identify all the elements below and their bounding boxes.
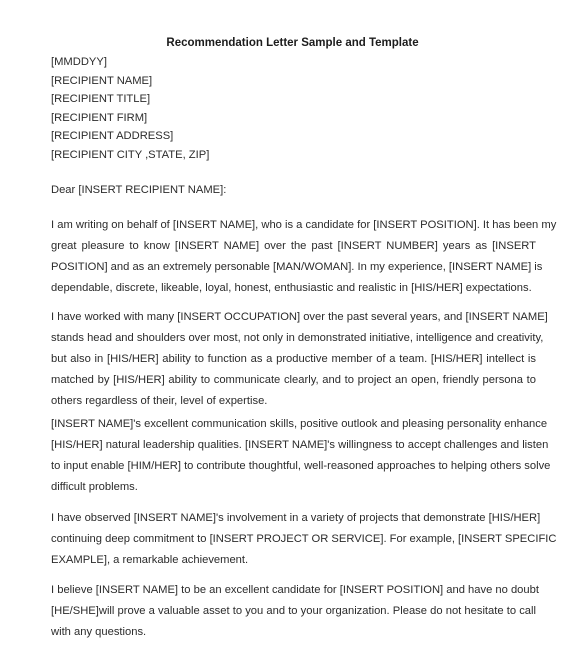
recipient-address-block <box>51 53 209 165</box>
recipient-firm-line: [RECIPIENT FIRM] <box>51 111 148 124</box>
body-paragraph-4 <box>51 508 557 571</box>
paragraph-line: I am writing on behalf of [INSERT NAME], who is a candidate for [INSERT POSITION]. It has been my <box>51 219 557 231</box>
body-paragraph-5 <box>51 580 539 643</box>
paragraph-line: but also in [HIS/HER] ability to function as a productive member of a team. [HIS/HER] intellect is <box>51 353 536 365</box>
recipient-name-line: [RECIPIENT NAME] <box>51 74 153 87</box>
paragraph-line: I believe [INSERT NAME] to be an excellent candidate for [INSERT POSITION] and have no doubt <box>51 584 539 596</box>
paragraph-line: continuing deep commitment to [INSERT PROJECT OR SERVICE]. For example, [INSERT SPECIFIC <box>51 533 557 545</box>
paragraph-line: great pleasure to know [INSERT NAME] over the past [INSERT NUMBER] years as [INSERT <box>51 240 536 252</box>
paragraph-line: dependable, discrete, likeable, loyal, honest, enthusiastic and realistic in [HIS/HER] expectations. <box>51 282 532 294</box>
paragraph-line: with any questions. <box>51 626 147 638</box>
date-line: [MMDDYY] <box>51 56 107 68</box>
paragraph-line: [HIS/HER] natural leadership qualities. [INSERT NAME]'s willingness to accept challenges and listen <box>51 439 549 451</box>
recipient-city-state-zip-line: [RECIPIENT CITY ,STATE, ZIP] <box>51 148 210 161</box>
recipient-title-line: [RECIPIENT TITLE] <box>51 93 151 106</box>
paragraph-line: [HE/SHE]will prove a valuable asset to you and to your organization. Please do not hesitate to call <box>51 605 536 617</box>
body-paragraph-2 <box>51 307 548 412</box>
paragraph-line: difficult problems. <box>51 481 138 493</box>
paragraph-line: others regardless of their, level of expertise. <box>51 395 268 407</box>
paragraph-line: matched by [HIS/HER] ability to communicate clearly, and to project an open, friendly persona to <box>51 374 536 386</box>
paragraph-line: I have observed [INSERT NAME]'s involvement in a variety of projects that demonstrate [HIS/HER] <box>51 512 541 524</box>
paragraph-line: to input enable [HIM/HER] to contribute thoughtful, well-reasoned approaches to helping others solve <box>51 460 551 472</box>
paragraph-line: EXAMPLE], a remarkable achievement. <box>51 554 249 566</box>
document-title: Recommendation Letter Sample and Template <box>166 37 419 49</box>
paragraph-line: [INSERT NAME]'s excellent communication skills, positive outlook and pleasing personality enhance <box>51 418 548 430</box>
body-paragraph-3 <box>51 414 551 498</box>
salutation: Dear [INSERT RECIPIENT NAME]: <box>51 184 227 196</box>
paragraph-line: I have worked with many [INSERT OCCUPATION] over the past several years, and [INSERT NAME] <box>51 311 548 323</box>
recipient-address-line: [RECIPIENT ADDRESS] <box>51 130 174 143</box>
paragraph-line: POSITION] and as an extremely personable [MAN/WOMAN]. In my experience, [INSERT NAME] is <box>51 261 543 273</box>
body-paragraph-1 <box>51 215 557 299</box>
paragraph-line: stands head and shoulders over most, not only in demonstrated initiative, intelligence and creativity, <box>51 332 544 344</box>
